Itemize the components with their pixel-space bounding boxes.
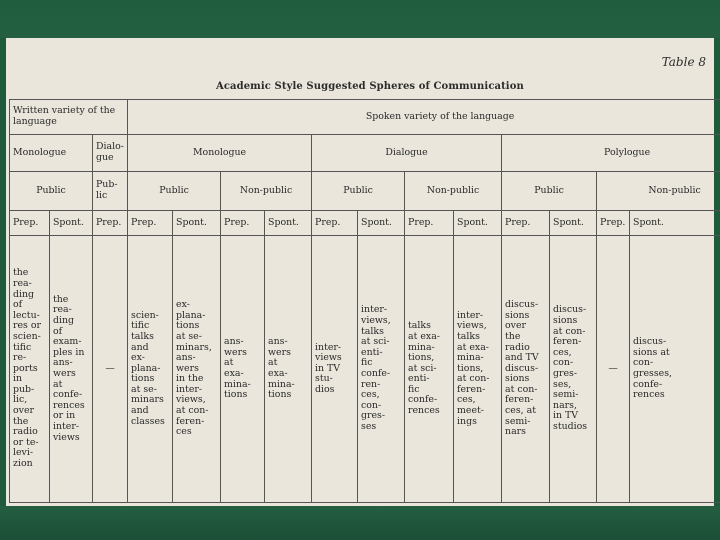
cell-polylogue-nonpublic-spont: discus- sions at con- gresses, confe- rences bbox=[630, 236, 720, 503]
spoken-dialogue-header: Dialogue bbox=[312, 135, 502, 172]
poly-nonpublic-header: Non-public bbox=[597, 172, 720, 211]
col-header-prep: Prep. bbox=[312, 211, 358, 236]
header-row-3 bbox=[10, 172, 720, 211]
spoken-mono-nonpublic-header: Non-public bbox=[221, 172, 312, 211]
col-header-spont: Spont. bbox=[173, 211, 221, 236]
spoken-mono-public-header: Public bbox=[128, 172, 221, 211]
cell-written-monologue-prep: the rea- ding of lectu- res or scien- tific re- ports in pub- lic, over the radio or te- levi- zion bbox=[10, 236, 50, 503]
spoken-dial-nonpublic-header: Non-public bbox=[405, 172, 502, 211]
col-header-spont: Spont. bbox=[50, 211, 93, 236]
header-row-1 bbox=[10, 100, 720, 135]
col-header-spont: Spont. bbox=[358, 211, 405, 236]
cell-written-monologue-spont: the rea- ding of exam- ples in ans- wers at confe- rences or in inter- views bbox=[50, 236, 93, 503]
written-dial-public-header: Pub- lic bbox=[93, 172, 128, 211]
header-row-4 bbox=[10, 211, 720, 236]
col-header-prep: Prep. bbox=[93, 211, 128, 236]
col-header-prep: Prep. bbox=[597, 211, 630, 236]
spheres-table bbox=[9, 99, 720, 503]
written-dialogue-header: Dialo- gue bbox=[93, 135, 128, 172]
cell-polylogue-nonpublic-prep: — bbox=[597, 236, 630, 503]
cell-polylogue-public-spont: discus- sions at con- feren- ces, con- gres- ses, semi- nars, in TV studios bbox=[550, 236, 597, 503]
col-header-prep: Prep. bbox=[502, 211, 550, 236]
cell-spoken-dialogue-public-prep: inter- views in TV stu- dios bbox=[312, 236, 358, 503]
col-header-prep: Prep. bbox=[221, 211, 265, 236]
col-header-spont: Spont. bbox=[630, 211, 720, 236]
scanned-page bbox=[6, 38, 714, 506]
col-header-prep: Prep. bbox=[10, 211, 50, 236]
col-header-spont: Spont. bbox=[265, 211, 312, 236]
slide-top-band bbox=[0, 0, 720, 38]
col-header-prep: Prep. bbox=[405, 211, 454, 236]
col-header-prep: Prep. bbox=[128, 211, 173, 236]
body-row bbox=[10, 236, 720, 503]
cell-spoken-dialogue-nonpublic-spont: inter- views, talks at exa- mina- tions, at con- feren- ces, meet- ings bbox=[454, 236, 502, 503]
cell-spoken-monologue-public-prep: scien- tific talks and ex- plana- tions at se- minars and classes bbox=[128, 236, 173, 503]
col-header-spont: Spont. bbox=[550, 211, 597, 236]
slide-bottom-band bbox=[0, 506, 720, 540]
cell-spoken-monologue-nonpublic-prep: ans- wers at exa- mina- tions bbox=[221, 236, 265, 503]
cell-spoken-dialogue-public-spont: inter- views, talks at sci- enti- fic confe- ren- ces, con- gres- ses bbox=[358, 236, 405, 503]
spoken-dial-public-header: Public bbox=[312, 172, 405, 211]
written-monologue-header: Monologue bbox=[10, 135, 93, 172]
cell-written-dialogue-prep: — bbox=[93, 236, 128, 503]
polylogue-header: Polylogue bbox=[502, 135, 720, 172]
spoken-variety-header: Spoken variety of the language bbox=[128, 100, 720, 135]
table-title: Academic Style Suggested Spheres of Communication bbox=[216, 81, 524, 92]
spoken-monologue-header: Monologue bbox=[128, 135, 312, 172]
written-variety-header: Written variety of the language bbox=[10, 100, 128, 135]
table-number: Table 8 bbox=[661, 55, 706, 69]
cell-spoken-monologue-public-spont: ex- plana- tions at se- minars, ans- wers in the inter- views, at con- feren- ces bbox=[173, 236, 221, 503]
written-mono-public-header: Public bbox=[10, 172, 93, 211]
cell-spoken-monologue-nonpublic-spont: ans- wers at exa- mina- tions bbox=[265, 236, 312, 503]
header-row-2 bbox=[10, 135, 720, 172]
cell-spoken-dialogue-nonpublic-prep: talks at exa- mina- tions, at sci- enti- fic confe- rences bbox=[405, 236, 454, 503]
col-header-spont: Spont. bbox=[454, 211, 502, 236]
poly-public-header: Public bbox=[502, 172, 597, 211]
cell-polylogue-public-prep: discus- sions over the radio and TV discus- sions at con- feren- ces, at semi- nars bbox=[502, 236, 550, 503]
